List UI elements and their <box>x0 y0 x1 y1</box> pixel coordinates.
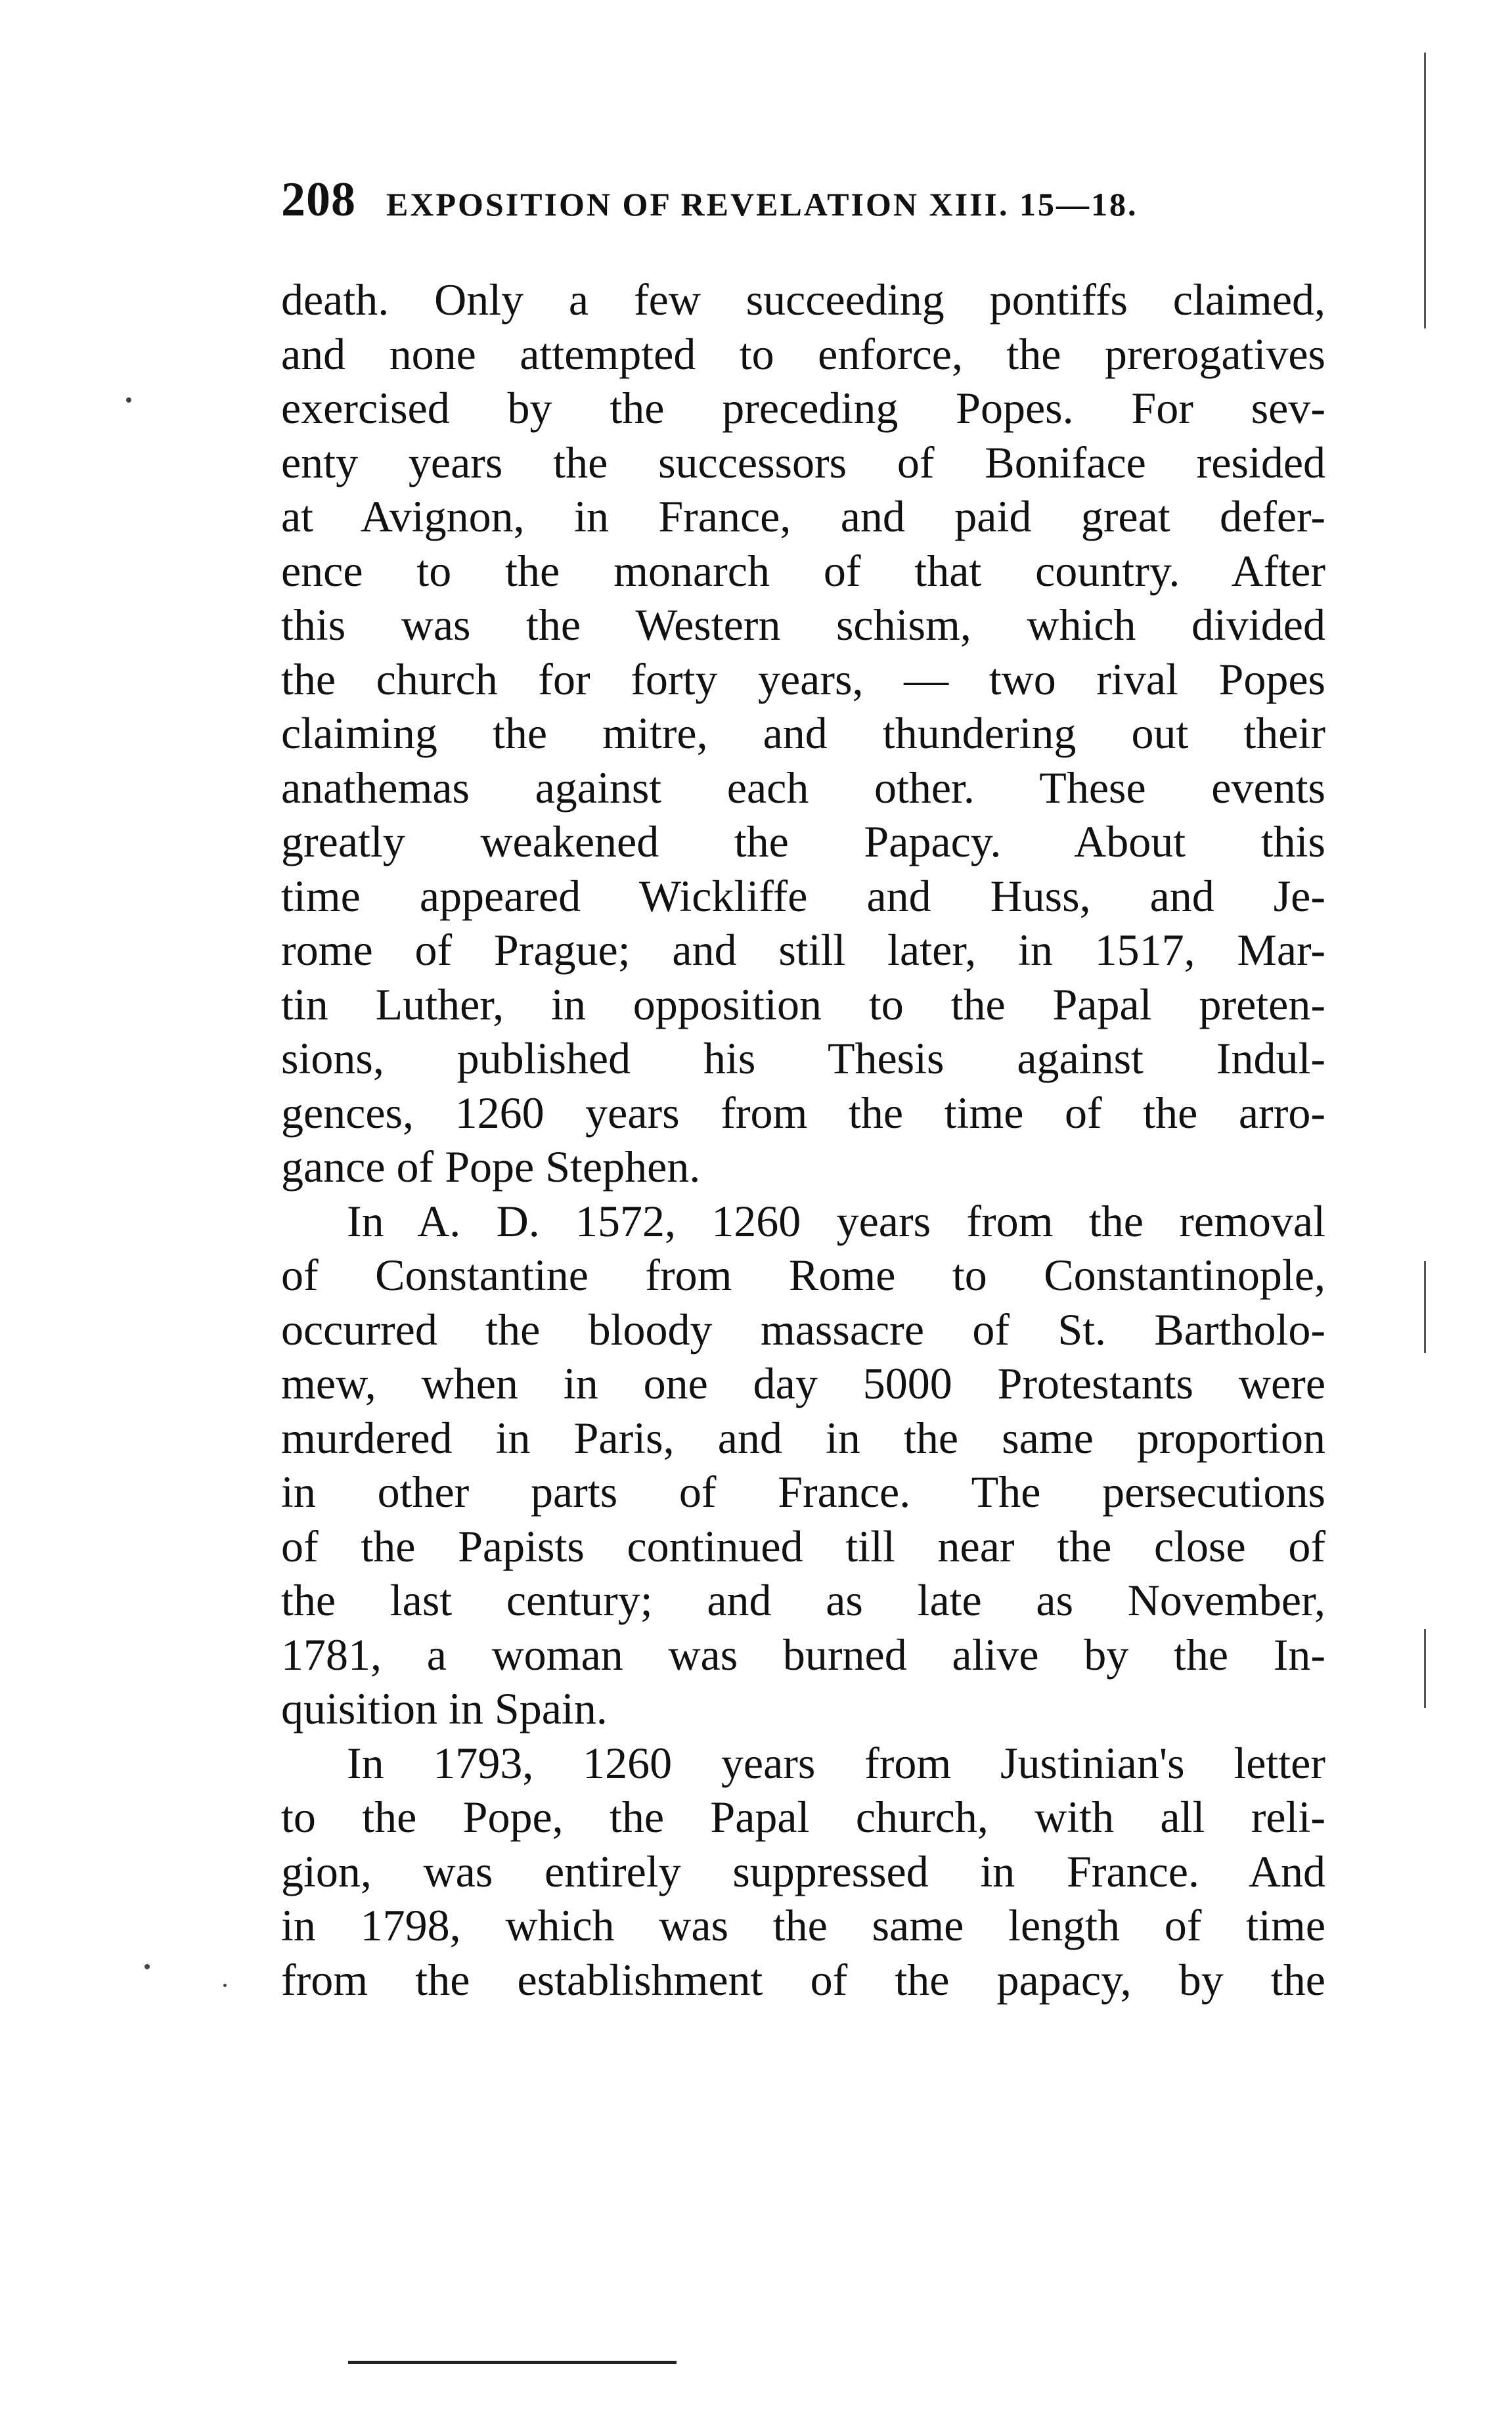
text-line: the last century; and as late as November, <box>281 1575 1325 1625</box>
text-line: murdered in Paris, and in the same proportion <box>281 1412 1325 1463</box>
paragraph <box>281 1194 1325 1736</box>
text-line: from the establishment of the papacy, by the <box>281 1954 1325 2005</box>
text-line: death. Only a few succeeding pontiffs claimed, <box>281 275 1325 324</box>
text-line: enty years the successors of Boniface resided <box>281 437 1325 487</box>
text-line: of the Papists continued till near the close of <box>281 1521 1325 1571</box>
text-line: sions, published his Thesis against Indul- <box>281 1033 1325 1083</box>
scan-margin-mark <box>1424 1629 1426 1708</box>
text-line: gences, 1260 years from the time of the arro- <box>281 1087 1325 1138</box>
text-line: 1781, a woman was burned alive by the In- <box>281 1629 1325 1680</box>
paragraph <box>281 273 1325 1194</box>
scan-margin-mark <box>1424 53 1426 328</box>
text-line: greatly weakened the Papacy. About this <box>281 816 1325 866</box>
text-line: to the Pope, the Papal church, with all reli- <box>281 1792 1325 1842</box>
scan-margin-mark <box>1424 1261 1426 1353</box>
body-text <box>281 273 1325 2007</box>
text-line: at Avignon, in France, and paid great defer- <box>281 491 1325 541</box>
text-line: ence to the monarch of that country. After <box>281 545 1325 596</box>
running-title: EXPOSITION OF REVELATION XIII. 15—18. <box>386 186 1138 223</box>
page-number: 208 <box>281 173 356 227</box>
text-line: claiming the mitre, and thundering out their <box>281 708 1325 758</box>
scan-speck <box>126 397 131 403</box>
text-line: in 1798, which was the same length of time <box>281 1900 1325 1950</box>
scan-speck <box>145 1964 150 1969</box>
footer-rule <box>348 2361 677 2364</box>
text-line: this was the Western schism, which divided <box>281 600 1325 650</box>
scan-speck <box>223 1984 227 1987</box>
text-line: of Constantine from Rome to Constantinople, <box>281 1250 1325 1300</box>
text-line: in other parts of France. The persecutions <box>281 1467 1325 1517</box>
text-line: gance of Pope Stephen. <box>281 1142 701 1192</box>
text-line: time appeared Wickliffe and Huss, and Je- <box>281 870 1325 921</box>
running-head <box>281 172 1319 231</box>
text-line: rome of Prague; and still later, in 1517, Mar- <box>281 925 1325 975</box>
text-line: mew, when in one day 5000 Protestants were <box>281 1358 1325 1408</box>
text-line: gion, was entirely suppressed in France. And <box>281 1846 1325 1896</box>
text-line: and none attempted to enforce, the prerogatives <box>281 328 1325 379</box>
text-line: exercised by the preceding Popes. For sev- <box>281 383 1325 433</box>
paragraph <box>281 1736 1325 2007</box>
text-line: tin Luther, in opposition to the Papal preten- <box>281 979 1325 1029</box>
text-line: In A. D. 1572, 1260 years from the removal <box>347 1195 1325 1246</box>
text-line: occurred the bloody massacre of St. Bartholo- <box>281 1304 1325 1354</box>
text-line: quisition in Spain. <box>281 1684 608 1733</box>
text-line: the church for forty years, — two rival Popes <box>281 654 1325 704</box>
text-line: anathemas against each other. These events <box>281 762 1325 813</box>
text-line: In 1793, 1260 years from Justinian's letter <box>347 1737 1325 1788</box>
